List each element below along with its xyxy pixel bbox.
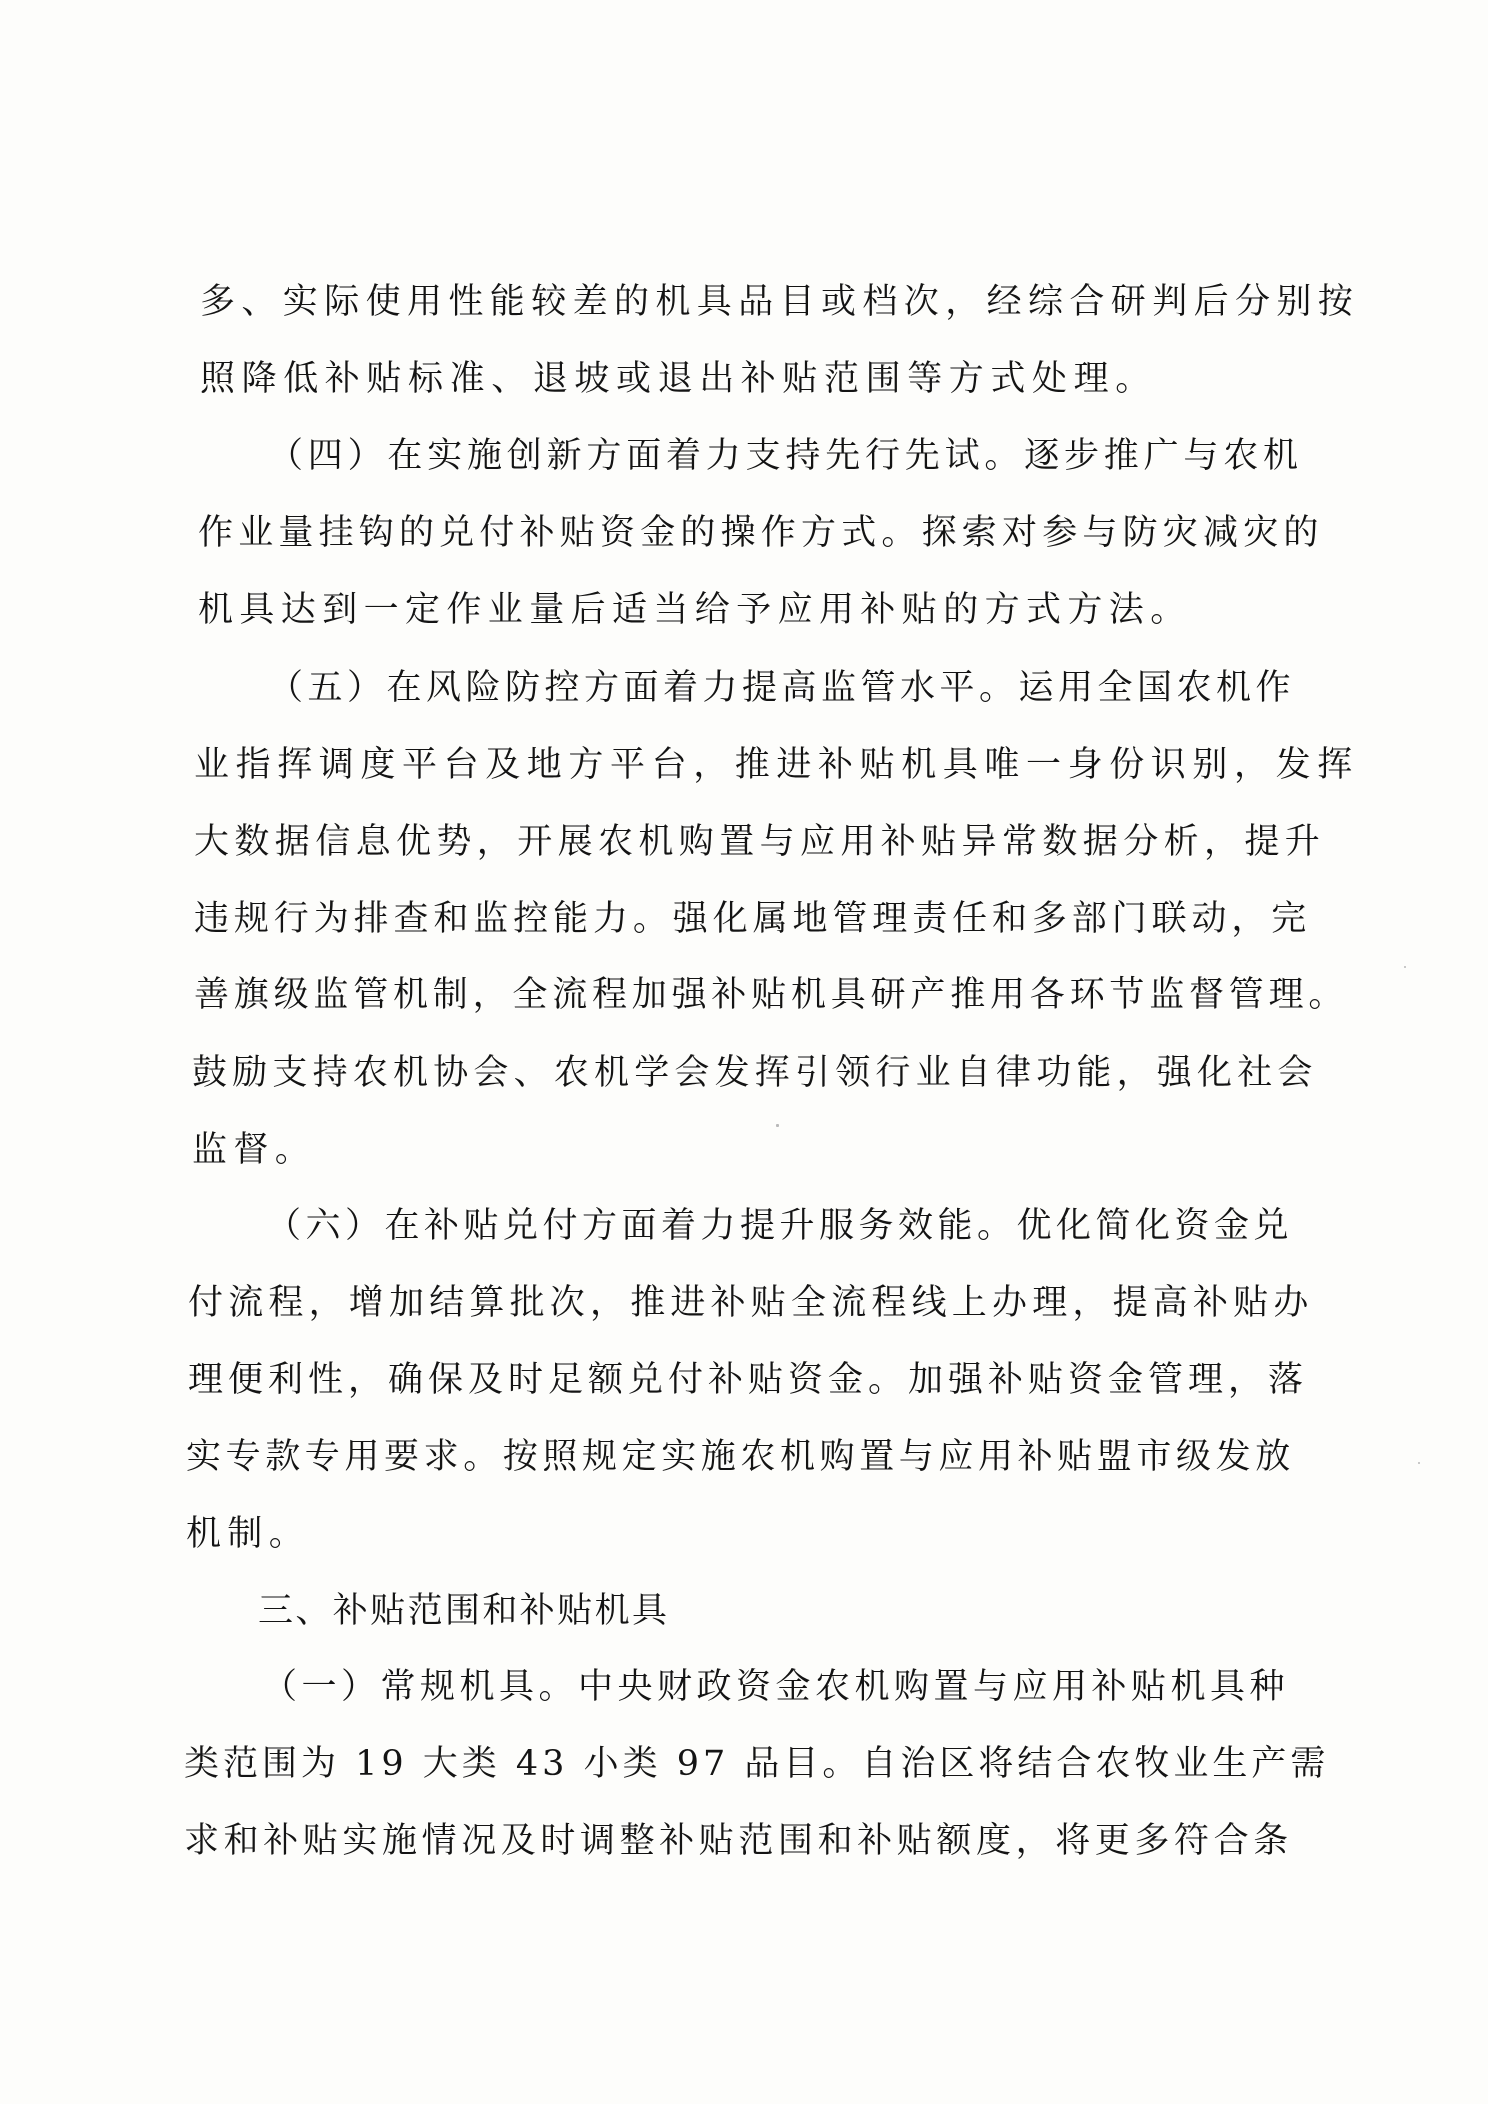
text-line-5: 机具达到一定作业量后适当给予应用补贴的方式方法。 [198, 590, 1192, 630]
text-line-20: 类范围为 19 大类 43 小类 97 品目。自治区将结合农牧业生产需 [184, 1744, 1330, 1784]
text-line-19: （一）常规机具。中央财政资金农机购置与应用补贴机具种 [262, 1667, 1290, 1707]
text-line-13: （六）在补贴兑付方面着力提升服务效能。优化简化资金兑 [266, 1206, 1294, 1246]
text-line-15: 理便利性，确保及时足额兑付补贴资金。加强补贴资金管理，落 [188, 1360, 1309, 1400]
text-line-16: 实专款专用要求。按照规定实施农机购置与应用补贴盟市级发放 [186, 1437, 1295, 1477]
text-line-12: 监督。 [192, 1130, 317, 1170]
text-line-7: 业指挥调度平台及地方平台，推进补贴机具唯一身份识别，发挥 [194, 745, 1359, 785]
scan-speck [776, 1124, 779, 1127]
text-line-4: 作业量挂钩的兑付补贴资金的操作方式。探索对参与防灾减灾的 [198, 513, 1324, 553]
text-line-21: 求和补贴实施情况及时调整补贴范围和补贴额度，将更多符合条 [184, 1821, 1293, 1861]
text-line-8: 大数据信息优势，开展农机购置与应用补贴异常数据分析，提升 [194, 822, 1326, 862]
text-line-14: 付流程，增加结算批次，推进补贴全流程线上办理，提高补贴办 [188, 1283, 1314, 1323]
text-line-11: 鼓励支持农机协会、农机学会发挥引领行业自律功能，强化社会 [192, 1053, 1318, 1093]
text-line-17: 机制。 [186, 1514, 311, 1554]
text-line-6: （五）在风险防控方面着力提高监管水平。运用全国农机作 [268, 668, 1296, 708]
section-heading: 三、补贴范围和补贴机具 [258, 1591, 670, 1631]
text-line-9: 违规行为排查和监控能力。强化属地管理责任和多部门联动，完 [194, 899, 1312, 939]
scan-speck [1418, 1462, 1420, 1464]
text-line-1: 多、实际使用性能较差的机具品目或档次，经综合研判后分别按 [200, 282, 1360, 322]
text-line-10: 善旗级监管机制，全流程加强补贴机具研产推用各环节监督管理。 [194, 975, 1349, 1015]
text-line-3: （四）在实施创新方面着力支持先行先试。逐步推广与农机 [268, 436, 1303, 476]
text-line-2: 照降低补贴标准、退坡或退出补贴范围等方式处理。 [200, 359, 1157, 399]
scan-speck [1404, 966, 1406, 968]
